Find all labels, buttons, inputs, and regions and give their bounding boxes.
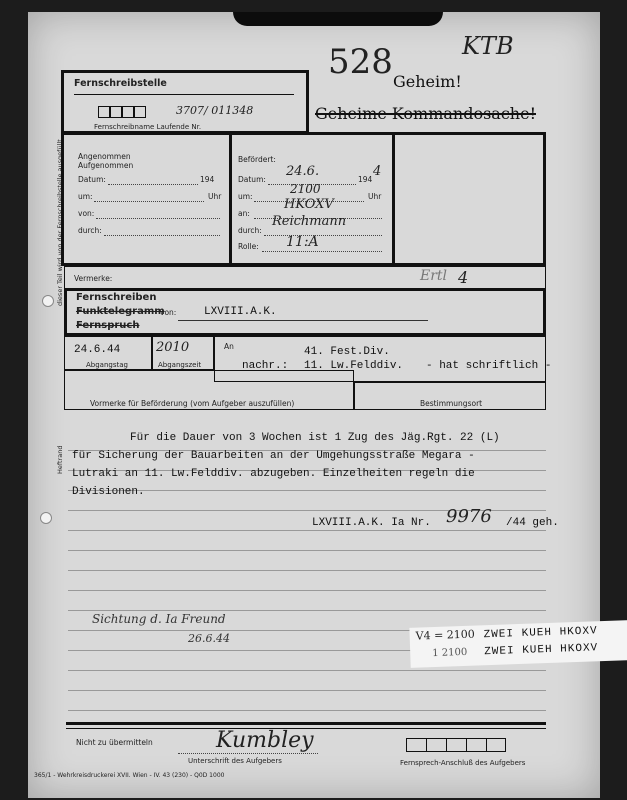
message-line-3: Lutraki an 11. Lw.Felddiv. abzugeben. Einzelheiten regeln die xyxy=(72,468,475,480)
annotation-date: 26.6.44 xyxy=(188,632,230,645)
forwarded-role-label: Rolle: xyxy=(238,242,259,251)
form-number-value: 3707/ 011348 xyxy=(176,104,254,117)
forwarded-to-value: HKOXV xyxy=(284,197,334,212)
forwarded-date-value: 24.6. xyxy=(286,164,320,179)
recipient-2: 11. Lw.Felddiv. xyxy=(304,360,404,372)
message-line-2: für Sicherung der Bauarbeiten an der Umgehungsstraße Megara - xyxy=(72,450,475,462)
form-number-label: Fernschreibname Laufende Nr. xyxy=(94,123,202,131)
recipient-2-note: - hat schriftlich - xyxy=(426,360,552,372)
from-value: LXVIII.A.K. xyxy=(204,306,277,318)
message-line-4: Divisionen. xyxy=(72,486,145,498)
dispatch-time-value: 2010 xyxy=(156,340,190,355)
to-label: An xyxy=(224,342,234,351)
punch-hole xyxy=(42,295,54,307)
received-title-1: Angenommen xyxy=(78,152,131,161)
reference-line: LXVIII.A.K. Ia Nr. xyxy=(312,517,431,529)
vormerke-label: Vormerke für Beförderung (vom Aufgeber auszufüllen) xyxy=(90,399,295,408)
forwarded-role-value: 11:A xyxy=(286,234,319,250)
form-title: Fernschreibstelle xyxy=(74,78,167,89)
type-fernspruch: Fernspruch xyxy=(76,320,140,331)
side-label-heftrand: Heftrand xyxy=(56,445,64,474)
forwarded-time-value: 2100 xyxy=(290,182,321,196)
forwarded-title: Befördert: xyxy=(238,155,276,164)
forwarded-by-signature: Reichmann xyxy=(272,214,347,229)
phone-boxes xyxy=(406,738,506,752)
tape-line-2: ZWEI KUEH HKOXV xyxy=(484,642,599,659)
forwarded-to-label: an: xyxy=(238,209,250,218)
vermerke-row xyxy=(64,266,546,290)
vermerke-mark: 4 xyxy=(458,268,469,287)
tape-line-2-hand: 1 2100 xyxy=(432,646,468,660)
dispatch-day-value: 24.6.44 xyxy=(74,344,121,356)
received-time-label: um: xyxy=(78,192,93,201)
destination-label: Bestimmungsort xyxy=(420,399,483,408)
reference-number-hand: 9976 xyxy=(446,506,492,527)
teleprinter-tape xyxy=(409,620,627,668)
side-note: dieser Teil wird von der Fernschreibstelle ausgefüllt xyxy=(56,139,64,306)
message-line-1: Für die Dauer von 3 Wochen ist 1 Zug des Jäg.Rgt. 22 (L) xyxy=(130,432,500,444)
document-page xyxy=(28,12,600,798)
dispatch-time-label: Abgangszeit xyxy=(158,361,202,369)
not-transmit-label: Nicht zu übermitteln xyxy=(76,738,153,747)
vermerke-stamp: Ertl xyxy=(420,268,448,284)
received-by-label: durch: xyxy=(78,226,102,235)
annotation-note: Sichtung d. Ia Freund xyxy=(92,612,226,626)
classification: Geheim! xyxy=(393,72,462,91)
received-from-label: von: xyxy=(78,209,95,218)
phone-label: Fernsprech-Anschluß des Aufgebers xyxy=(400,759,526,767)
forwarded-date-label: Datum: xyxy=(238,175,266,184)
paper-clip xyxy=(233,12,443,26)
recipient-1: 41. Fest.Div. xyxy=(304,346,390,358)
dispatch-day-label: Abgangstag xyxy=(86,361,128,369)
sender-signature: Kumbley xyxy=(216,728,314,753)
reference-suffix: /44 geh. xyxy=(506,517,559,529)
vermerke-label: Vermerke: xyxy=(74,274,113,283)
signature-label: Unterschrift des Aufgebers xyxy=(188,757,282,765)
received-date-label: Datum: xyxy=(78,175,106,184)
type-fernschreiben: Fernschreiben xyxy=(76,292,157,303)
tape-line-1-hand: V4 = 2100 xyxy=(415,627,476,643)
nachr-label: nachr.: xyxy=(242,360,289,372)
forwarded-clock: Uhr xyxy=(368,192,382,201)
received-year: 194 xyxy=(200,175,215,184)
forwarded-year-suffix: 4 xyxy=(373,164,382,179)
punch-hole xyxy=(40,512,52,524)
received-clock: Uhr xyxy=(208,192,222,201)
type-funktelegramm: Funktelegramm xyxy=(76,306,165,317)
tape-line-1: ZWEI KUEH HKOXV xyxy=(483,625,598,642)
forwarded-time-label: um: xyxy=(238,192,253,201)
classification-struck: Geheime Kommandosache! xyxy=(315,104,536,123)
received-title-2: Aufgenommen xyxy=(78,161,134,170)
print-line: 365/1 - Wehrkreisdruckerei XVII. Wien - IV. 43 (230) - Q0D 1000 xyxy=(34,772,225,779)
from-label: von: xyxy=(160,308,177,317)
corner-mark: KTB xyxy=(462,32,514,60)
forwarded-year: 194 xyxy=(358,175,373,184)
forwarded-by-label: durch: xyxy=(238,226,262,235)
archive-number: 528 xyxy=(328,42,393,82)
